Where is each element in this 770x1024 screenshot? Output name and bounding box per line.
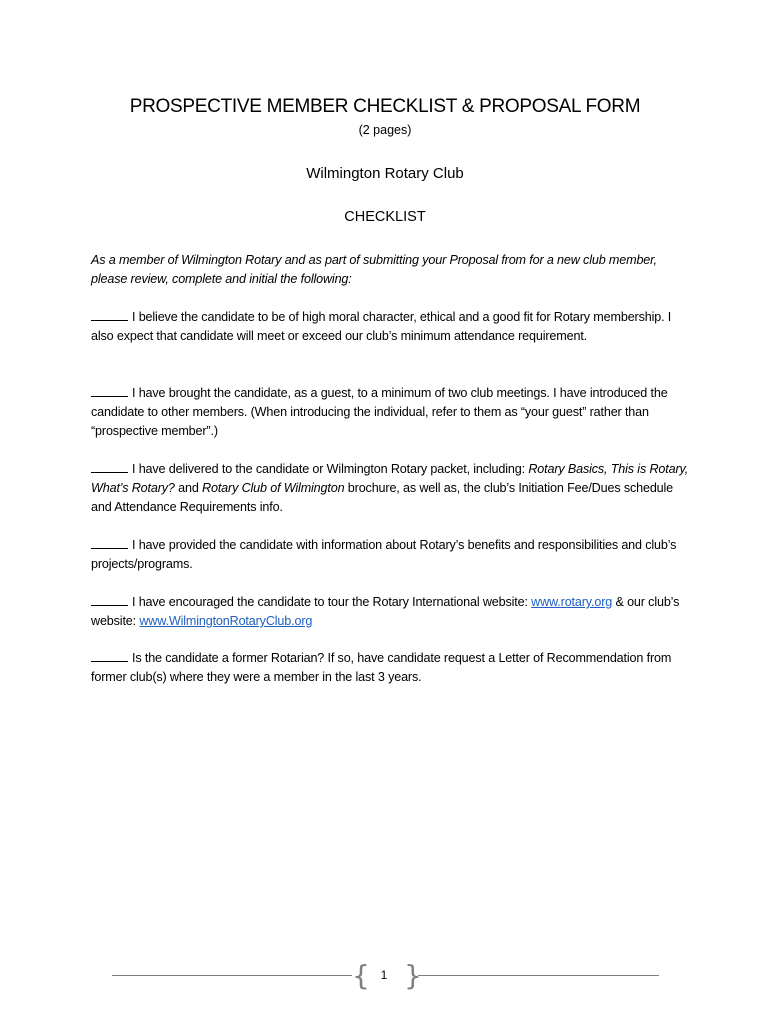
checklist-item-text: I have provided the candidate with information about Rotary’s benefits and responsibilities and club’s projects/programs. bbox=[91, 538, 677, 571]
checklist-item-italic: Rotary Club of Wilmington bbox=[202, 481, 345, 495]
checklist-item-text: Is the candidate a former Rotarian? If so, have candidate request a Letter of Recommendation from former club(s) where they were a member in the last 3 years. bbox=[91, 651, 672, 684]
section-heading: CHECKLIST bbox=[344, 209, 426, 225]
footer-rule-left bbox=[112, 975, 352, 976]
initial-blank[interactable] bbox=[91, 593, 128, 606]
checklist-item-italic: Rotary Basics, This is Rotary, What’s Rotary? bbox=[91, 462, 689, 495]
checklist-item-2 bbox=[91, 384, 691, 441]
checklist-item-text: and bbox=[174, 481, 203, 495]
pages-note: (2 pages) bbox=[358, 123, 412, 137]
document-title: PROSPECTIVE MEMBER CHECKLIST & PROPOSAL FORM bbox=[129, 96, 641, 117]
checklist-item-text: I have delivered to the candidate or Wilmington Rotary packet, including: bbox=[132, 462, 529, 476]
checklist-item-4 bbox=[91, 536, 691, 574]
checklist-item-text: I have brought the candidate, as a guest, to a minimum of two club meetings. I have introduced the candidate to other members. (When introducing the individual, refer to them as “your guest” rather than “prospective member”.) bbox=[91, 386, 668, 438]
initial-blank[interactable] bbox=[91, 308, 128, 321]
initial-blank[interactable] bbox=[91, 384, 128, 397]
rotary-international-link[interactable]: www.rotary.org bbox=[531, 595, 613, 609]
initial-blank[interactable] bbox=[91, 460, 128, 473]
initial-blank[interactable] bbox=[91, 649, 128, 662]
checklist-item-text: brochure, as well as, the club’s Initiation Fee/Dues schedule and Attendance Requirements info. bbox=[91, 481, 674, 514]
club-website-link[interactable]: www.WilmingtonRotaryClub.org bbox=[139, 614, 313, 628]
footer-rule-right bbox=[418, 975, 659, 976]
right-brace-icon: } bbox=[404, 959, 422, 992]
initial-blank[interactable] bbox=[91, 536, 128, 549]
left-brace-icon: { bbox=[352, 959, 370, 992]
intro-paragraph: As a member of Wilmington Rotary and as part of submitting your Proposal from for a new club member, please review, complete and initial the following: bbox=[91, 253, 657, 286]
checklist-item-5 bbox=[91, 593, 691, 631]
checklist-item-6 bbox=[91, 649, 691, 687]
checklist-item-text: I believe the candidate to be of high moral character, ethical and a good fit for Rotary membership. I also expect that candidate will meet or exceed our club’s minimum attendance requirement. bbox=[91, 310, 672, 343]
checklist-item-text: & our club’s website: bbox=[91, 595, 680, 628]
checklist-item-3 bbox=[91, 460, 691, 517]
checklist-item-text: I have encouraged the candidate to tour the Rotary International website: bbox=[132, 595, 532, 609]
page-number: 1 bbox=[380, 968, 388, 982]
club-name: Wilmington Rotary Club bbox=[306, 165, 464, 182]
checklist-item-1 bbox=[91, 308, 691, 346]
